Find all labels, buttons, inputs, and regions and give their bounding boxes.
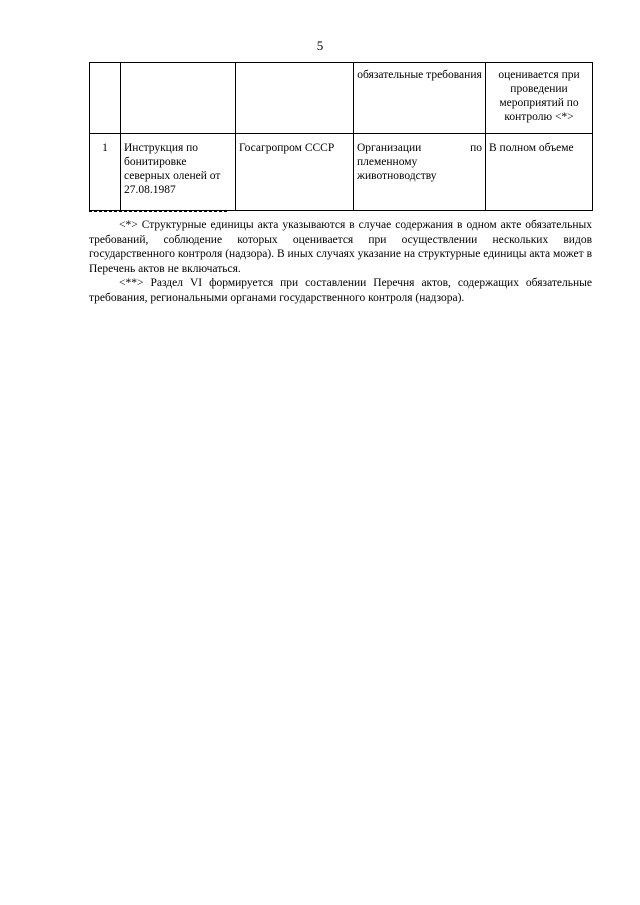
footnote-2: <**> Раздел VI формируется при составлении Перечня актов, содержащих обязательные требования, региональными органами государственного контроля (надзора).	[89, 277, 592, 304]
header-cell-issuer	[236, 63, 354, 134]
row-scope	[354, 134, 486, 211]
row-number: 1	[90, 134, 121, 211]
page-number: 5	[316, 38, 324, 53]
row-scope-rest: племенному животноводству	[357, 156, 437, 182]
header-cell-evaluation: оценивается при проведении мероприятий по контролю <*>	[486, 63, 593, 134]
table-row	[90, 134, 593, 211]
header-cell-requirements: обязательные требования	[354, 63, 486, 134]
header-cell-number	[90, 63, 121, 134]
footnotes	[89, 218, 592, 305]
row-scope-word: Организации	[357, 142, 422, 154]
header-cell-act-name	[121, 63, 236, 134]
row-issuer: Госагропром СССР	[236, 134, 354, 211]
row-evaluation: В полном объеме	[486, 134, 593, 211]
acts-table	[89, 62, 593, 211]
table-header-row	[90, 63, 593, 134]
row-scope-word2: по	[470, 142, 482, 154]
row-act-name: Инструкция по бонитировке северных оленей от 27.08.1987	[121, 134, 236, 211]
footnote-separator	[89, 211, 227, 212]
row-scope-first-line	[357, 141, 482, 155]
footnote-1: <*> Структурные единицы акта указываются в случае содержания в одном акте обязательных требований, соблюдение которых оценивается при осуществлении нескольких видов государственного контроля (надзора). В иных случаях указание на структурные единицы акта может в Перечень актов не включаться.	[89, 219, 592, 275]
